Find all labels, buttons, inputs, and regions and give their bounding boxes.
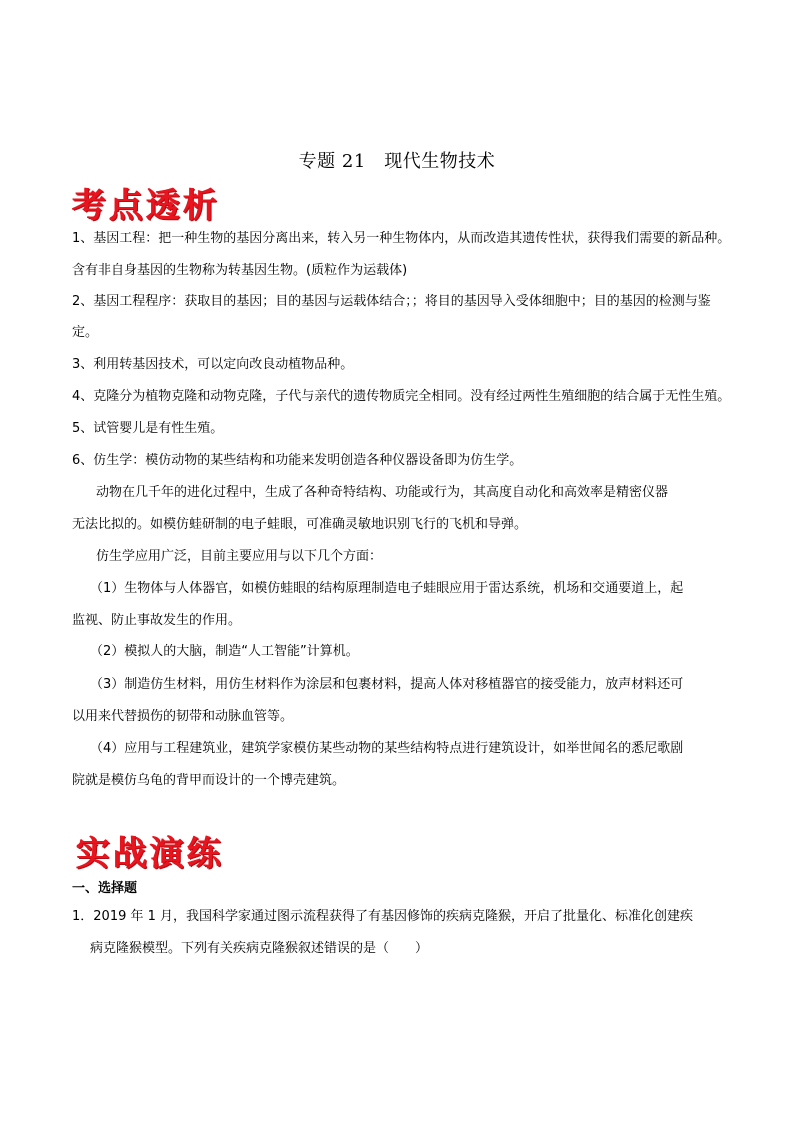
- paragraph-line: （2）模拟人的大脑，制造“人工智能”计算机。: [90, 644, 359, 659]
- paragraph-line: 6、仿生学：模仿动物的某些结构和功能来发明创造各种仪器设备即为仿生学。: [72, 453, 523, 468]
- paragraph-line: 以用来代替损伤的韧带和动脉血管等。: [72, 709, 294, 724]
- paragraph-line: 动物在几千年的进化过程中，生成了各种奇特结构、功能或行为，其高度自动化和高效率是精密仪器: [96, 485, 669, 500]
- section-heading: 一、选择题: [72, 881, 138, 896]
- paragraph-line: 仿生学应用广泛，目前主要应用与以下几个方面：: [96, 549, 383, 564]
- question-line: 病克隆猴模型。下列有关疾病克隆猴叙述错误的是（ ）: [90, 941, 429, 956]
- page-title: 专题 21 现代生物技术: [298, 151, 496, 172]
- paragraph-line: （4）应用与工程建筑业，建筑学家模仿某些动物的某些结构特点进行建筑设计，如举世闻名的悉尼歌剧: [90, 741, 684, 756]
- banner-key-points: 考点透析: [72, 186, 220, 226]
- paragraph-line: 含有非自身基因的生物称为转基因生物。(质粒作为运载体): [72, 263, 408, 278]
- paragraph-line: （3）制造仿生材料，用仿生材料作为涂层和包裹材料，提高人体对移植器官的接受能力，放声材料还可: [90, 677, 684, 692]
- paragraph-line: 5、试管婴儿是有性生殖。: [72, 421, 224, 436]
- paragraph-line: 无法比拟的。如模仿蛙研制的电子蛙眼，可准确灵敏地识别飞行的飞机和导弹。: [72, 517, 528, 532]
- paragraph-line: 3、利用转基因技术，可以定向改良动植物品种。: [72, 357, 354, 372]
- paragraph-line: （1）生物体与人体器官，如模仿蛙眼的结构原理制造电子蛙眼应用于雷达系统，机场和交通要道上，起: [90, 581, 684, 596]
- paragraph-line: 1、基因工程：把一种生物的基因分离出来，转入另一种生物体内，从而改造其遗传性状，获得我们需要的新品种。: [72, 231, 731, 246]
- paragraph-line: 2、基因工程程序：获取目的基因；目的基因与运载体结合；；将目的基因导入受体细胞中；目的基因的检测与鉴: [72, 294, 711, 309]
- question-line: 1．2019 年 1 月，我国科学家通过图示流程获得了有基因修饰的疾病克隆猴，开启了批量化、标准化创建疾: [72, 909, 694, 924]
- paragraph-line: 4、克隆分为植物克隆和动物克隆，子代与亲代的遗传物质完全相同。没有经过两性生殖细胞的结合属于无性生殖。: [72, 389, 731, 404]
- paragraph-line: 院就是模仿乌龟的背甲而设计的一个博壳建筑。: [72, 773, 346, 788]
- paragraph-line: 监视、防止事故发生的作用。: [72, 613, 242, 628]
- paragraph-line: 定。: [72, 325, 99, 340]
- banner-practice: 实战演练: [76, 834, 224, 874]
